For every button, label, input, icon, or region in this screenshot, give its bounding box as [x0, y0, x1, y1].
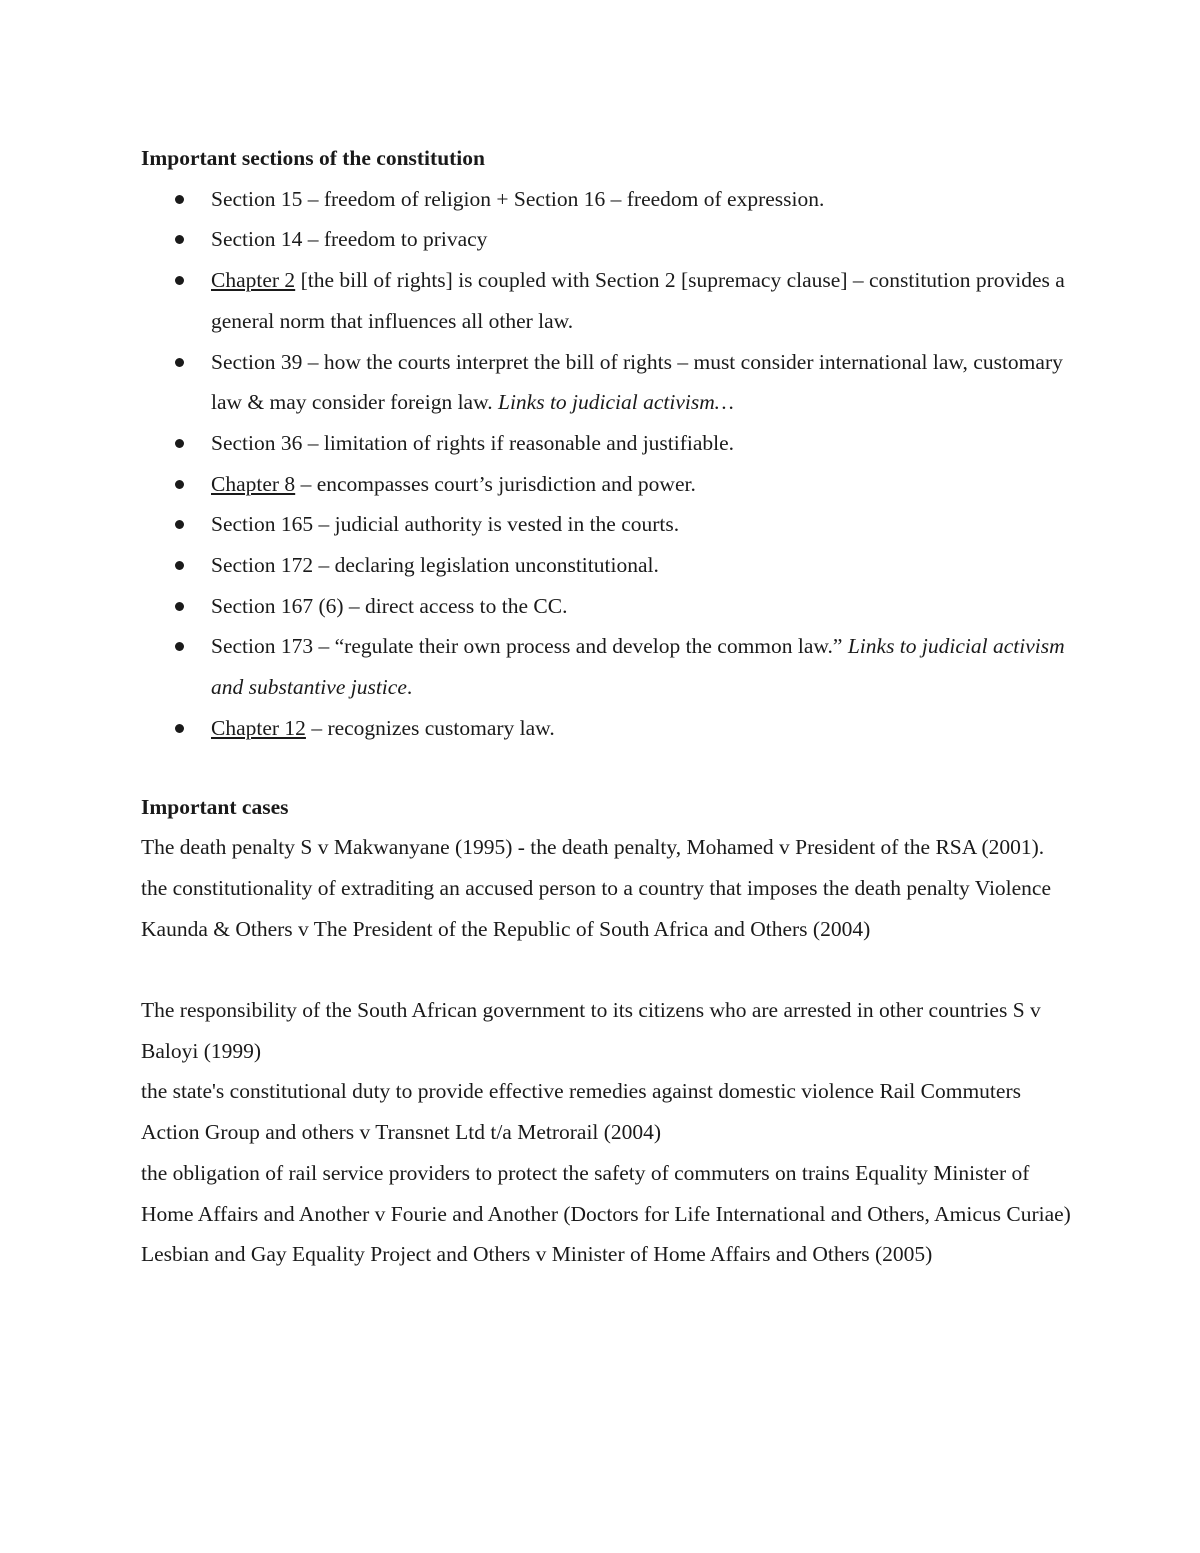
- bullet-icon: [175, 561, 184, 570]
- section-list-item: [141, 708, 1071, 749]
- cases-paragraph-domestic-violence: the state's constitutional duty to provide effective remedies against domestic violence Rail Commuters Action Group and others v Transnet Ltd t/a Metrorail (2004): [141, 1079, 1021, 1145]
- section-list-item: [141, 586, 1071, 627]
- bullet-icon: [175, 602, 184, 611]
- chapter-reference: Chapter 8: [211, 471, 296, 496]
- section-text: Section 173 – “regulate their own process and develop the common law.”: [211, 634, 848, 659]
- section-text: Section 165 – judicial authority is vested in the courts.: [211, 512, 680, 537]
- section-list-item: [141, 423, 1071, 464]
- bullet-icon: [175, 520, 184, 529]
- cases-paragraph-death-penalty: The death penalty S v Makwanyane (1995) - the death penalty, Mohamed v President of the RSA (2001). the constitutionality of extraditing an accused person to a country that imposes the death penalty Violence Kaunda & Others v The President of the Republic of South Africa and Others (2004): [141, 835, 1052, 941]
- bullet-icon: [175, 439, 184, 448]
- section-list-item: [141, 179, 1071, 220]
- cases-paragraph-rail-safety: the obligation of rail service providers to protect the safety of commuters on trains Equality Minister of Home Affairs and Another v Fourie and Another (Doctors for Life International and Others, Amicus Curiae): [141, 1160, 1071, 1226]
- document-body: [141, 138, 1071, 1275]
- section-text: – recognizes customary law.: [305, 715, 555, 740]
- section-text: – encompasses court’s jurisdiction and power.: [295, 471, 696, 496]
- section-text: Section 172 – declaring legislation unconstitutional.: [211, 553, 659, 578]
- section-list-item: [141, 545, 1071, 586]
- blank-line: [141, 949, 1071, 990]
- sections-heading: Important sections of the constitution: [141, 146, 485, 170]
- bullet-icon: [175, 235, 184, 244]
- italic-note: Links to judicial activism…: [497, 390, 734, 415]
- section-text: Section 167 (6) – direct access to the CC.: [211, 593, 568, 618]
- sections-list: [141, 179, 1071, 749]
- italic-note: Links to judicial activism and substantive justice: [211, 634, 1065, 700]
- section-list-item: [141, 504, 1071, 545]
- section-text: Section 39 – how the courts interpret the bill of rights – must consider international law, customary law & may consider foreign law.: [211, 349, 1063, 415]
- bullet-icon: [175, 195, 184, 204]
- chapter-reference: Chapter 12: [211, 715, 306, 740]
- section-text: [the bill of rights] is coupled with Section 2 [supremacy clause] – constitution provides a general norm that influences all other law.: [211, 268, 1065, 333]
- bullet-icon: [175, 642, 184, 651]
- bullet-icon: [175, 480, 184, 489]
- section-text: .: [406, 675, 413, 700]
- chapter-reference: Chapter 2: [211, 268, 296, 293]
- section-text: Section 14 – freedom to privacy: [211, 227, 488, 252]
- section-list-item: [141, 260, 1071, 341]
- section-text: Section 36 – limitation of rights if reasonable and justifiable.: [211, 430, 735, 455]
- bullet-icon: [175, 276, 184, 285]
- section-list-item: [141, 219, 1071, 260]
- section-list-item: [141, 342, 1071, 423]
- cases-paragraph-equality: Lesbian and Gay Equality Project and Others v Minister of Home Affairs and Others (2005): [141, 1242, 933, 1267]
- bullet-icon: [175, 358, 184, 367]
- cases-heading: Important cases: [141, 794, 289, 819]
- cases-paragraph-responsibility: The responsibility of the South African government to its citizens who are arrested in other countries S v Baloyi (1999): [141, 998, 1041, 1063]
- section-list-item: [141, 464, 1071, 505]
- section-list-item: [141, 626, 1071, 707]
- bullet-icon: [175, 724, 184, 733]
- section-text: Section 15 – freedom of religion + Section 16 – freedom of expression.: [211, 186, 825, 211]
